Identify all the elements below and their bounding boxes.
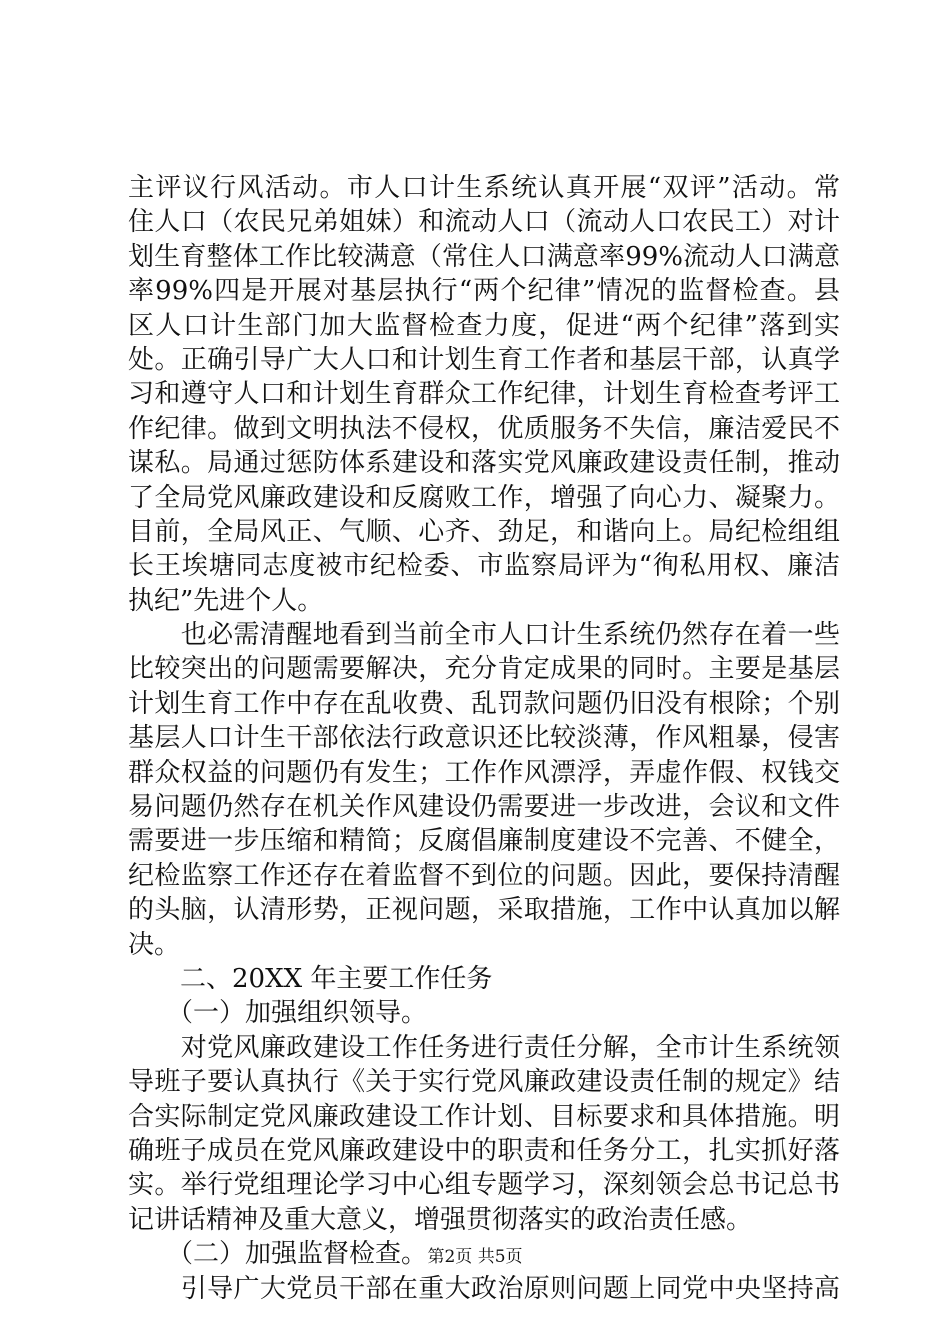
text-line: 基层人口计生干部依法行政意识还比较淡薄，作风粗暴，侵害 xyxy=(128,723,840,754)
text-line: 划生育整体工作比较满意（常住人口满意率99%流动人口满意 xyxy=(128,241,840,272)
page-footer: 第2页 共5页 xyxy=(427,1247,523,1267)
text-line: 对党风廉政建设工作任务进行责任分解，全市计生系统领 xyxy=(128,1032,840,1063)
text-line: 的头脑，认清形势，正视问题，采取措施，工作中认真加以解 xyxy=(128,895,840,926)
text-line: 执纪”先进个人。 xyxy=(128,585,324,616)
document-body xyxy=(128,171,840,1306)
text-line: 纪检监察工作还存在着监督不到位的问题。因此，要保持清醒 xyxy=(128,860,840,891)
text-line: 记讲话精神及重大意义，增强贯彻落实的政治责任感。 xyxy=(128,1204,753,1235)
text-line: 习和遵守人口和计划生育群众工作纪律，计划生育检查考评工 xyxy=(128,379,840,410)
text-line: 主评议行风活动。市人口计生系统认真开展“双评”活动。常 xyxy=(128,173,840,203)
text-line: 易问题仍然存在机关作风建设仍需要进一步改进，会议和文件 xyxy=(128,792,840,823)
text-line: （二）加强监督检查。 xyxy=(128,1239,428,1270)
text-line: 确班子成员在党风廉政建设中的职责和任务分工，扎实抓好落 xyxy=(128,1135,840,1166)
text-line: 处。正确引导广大人口和计划生育工作者和基层干部，认真学 xyxy=(128,344,840,375)
text-line: 实。举行党组理论学习中心组专题学习，深刻领会总书记总书 xyxy=(128,1170,840,1201)
text-line: 计划生育工作中存在乱收费、乱罚款问题仍旧没有根除；个别 xyxy=(128,688,840,719)
text-line: 需要进一步压缩和精简；反腐倡廉制度建设不完善、不健全， xyxy=(128,826,840,857)
text-line: 群众权益的问题仍有发生；工作作风漂浮，弄虚作假、权钱交 xyxy=(128,757,840,788)
text-line: 作纪律。做到文明执法不侵权，优质服务不失信，廉洁爱民不 xyxy=(128,413,840,444)
text-line: 率99%四是开展对基层执行“两个纪律”情况的监督检查。县 xyxy=(128,276,840,307)
text-line: 谋私。局通过惩防体系建设和落实党风廉政建设责任制，推动 xyxy=(128,448,840,479)
text-line: 合实际制定党风廉政建设工作计划、目标要求和具体措施。明 xyxy=(128,1101,840,1132)
text-line: 决。 xyxy=(128,929,181,960)
text-line: 住人口（农民兄弟姐妹）和流动人口（流动人口农民工）对计 xyxy=(128,207,840,238)
text-line: 导班子要认真执行《关于实行党风廉政建设责任制的规定》结 xyxy=(128,1067,840,1098)
text-line: （一）加强组织领导。 xyxy=(128,998,428,1029)
text-line: 了全局党风廉政建设和反腐败工作，增强了向心力、凝聚力。 xyxy=(128,482,840,513)
text-line: 引导广大党员干部在重大政治原则问题上同党中央坚持高 xyxy=(128,1273,840,1304)
text-line: 目前，全局风正、气顺、心齐、劲足，和谐向上。局纪检组组 xyxy=(128,516,840,547)
text-line: 长王埃塘同志度被市纪检委、市监察局评为“徇私用权、廉洁 xyxy=(128,551,840,582)
text-line: 区人口计生部门加大监督检查力度，促进“两个纪律”落到实 xyxy=(128,310,840,341)
text-line: 二、20XX 年主要工作任务 xyxy=(128,963,493,994)
text-line: 也必需清醒地看到当前全市人口计生系统仍然存在着一些 xyxy=(128,620,840,651)
text-line: 比较突出的问题需要解决，充分肯定成果的同时。主要是基层 xyxy=(128,654,840,685)
